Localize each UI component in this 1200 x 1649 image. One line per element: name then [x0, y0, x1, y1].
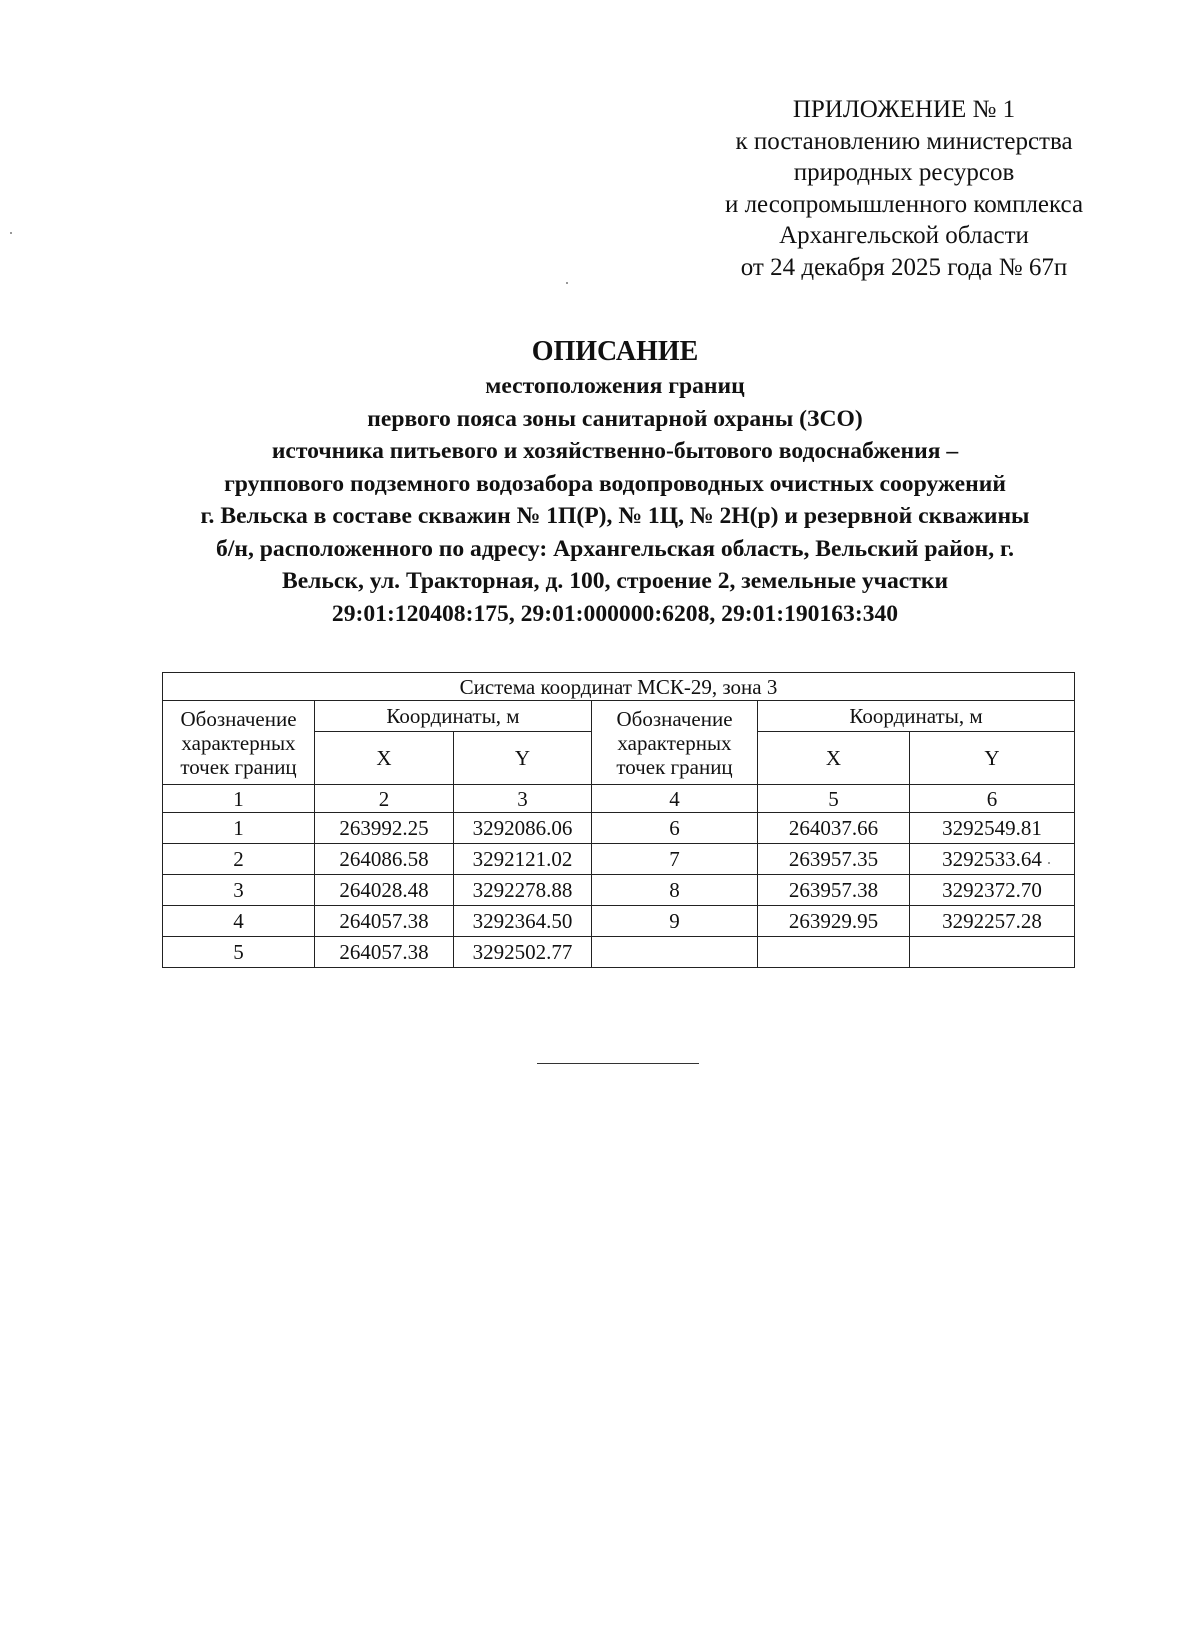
y-coordinate: 3292278.88: [454, 875, 592, 906]
y-coordinate: 3292121.02: [454, 844, 592, 875]
column-number: 1: [163, 785, 315, 813]
x-coordinate: 264057.38: [315, 937, 454, 968]
appendix-number: ПРИЛОЖЕНИЕ № 1: [792, 96, 1016, 123]
point-number: 9: [592, 906, 758, 937]
coordinates-header: Координаты, м: [758, 701, 1075, 732]
document-title: [100, 334, 1130, 630]
appendix-header: [680, 94, 1128, 283]
column-number: 4: [592, 785, 758, 813]
x-coordinate: 264028.48: [315, 875, 454, 906]
x-coordinate: 264037.66: [758, 813, 910, 844]
title-line: источника питьевого и хозяйственно-бытового водоснабжения –: [271, 438, 959, 464]
x-coordinate: 264057.38: [315, 906, 454, 937]
title-line: группового подземного водозабора водопроводных очистных сооружений: [224, 470, 1006, 497]
y-coordinate: 3292502.77: [454, 937, 592, 968]
title-line: 29:01:120408:175, 29:01:000000:6208, 29:01:190163:340: [331, 600, 899, 627]
coordinate-system-header: Система координат МСК-29, зона 3: [163, 673, 1075, 701]
x-coordinate: 263992.25: [315, 813, 454, 844]
appendix-line: к постановлению министерства: [735, 127, 1073, 155]
title-line: местоположения границ: [485, 373, 745, 399]
point-number: 5: [163, 937, 315, 968]
table-row: [163, 813, 1075, 844]
designation-header: [592, 701, 758, 785]
coordinates-table: [162, 672, 1075, 968]
designation-header-line: Обозначение: [616, 706, 733, 731]
column-number: 3: [454, 785, 592, 813]
point-number: 8: [592, 875, 758, 906]
column-number-row: [163, 785, 1075, 813]
designation-header-line: Обозначение: [180, 706, 297, 731]
y-coordinate: 3292533.64: [910, 844, 1075, 875]
point-number: 7: [592, 844, 758, 875]
appendix-date: от 24 декабря 2025 года № 67п: [740, 253, 1068, 281]
table-row: [163, 844, 1075, 875]
column-number: 2: [315, 785, 454, 813]
scan-speck: [10, 232, 12, 234]
title-line: г. Вельска в составе скважин № 1П(Р), № 1Ц, № 2Н(р) и резервной скважины: [200, 503, 1030, 529]
point-number: 4: [163, 906, 315, 937]
x-coordinate: 263929.95: [758, 906, 910, 937]
y-coordinate: 3292549.81: [910, 813, 1075, 844]
designation-header-line: характерных: [181, 730, 296, 755]
x-column-header: X: [758, 732, 910, 785]
y-coordinate: 3292364.50: [454, 906, 592, 937]
scan-speck: [566, 282, 568, 284]
appendix-line: и лесопромышленного комплекса: [724, 190, 1084, 218]
x-coordinate: [758, 937, 910, 968]
x-column-header: X: [315, 732, 454, 785]
designation-header-line: точек границ: [180, 754, 297, 779]
y-column-header: Y: [454, 732, 592, 785]
point-number: 1: [163, 813, 315, 844]
y-coordinate: [910, 937, 1075, 968]
point-number: 3: [163, 875, 315, 906]
title-line: б/н, расположенного по адресу: Архангельская область, Вельский район, г.: [216, 535, 1014, 562]
designation-header-line: точек границ: [616, 754, 733, 779]
y-coordinate: 3292257.28: [910, 906, 1075, 937]
x-coordinate: 263957.35: [758, 844, 910, 875]
appendix-line: Архангельской области: [779, 222, 1029, 249]
title-main: ОПИСАНИЕ: [531, 336, 699, 367]
column-number: 5: [758, 785, 910, 813]
end-of-document-rule: [537, 1063, 699, 1064]
table-row: [163, 875, 1075, 906]
scan-speck: [1048, 862, 1050, 864]
point-number: 2: [163, 844, 315, 875]
y-coordinate: 3292086.06: [454, 813, 592, 844]
title-line: первого пояса зоны санитарной охраны (ЗСО): [367, 405, 863, 432]
designation-header-line: характерных: [617, 730, 732, 755]
table-row: [163, 937, 1075, 968]
designation-header: [163, 701, 315, 785]
column-number: 6: [910, 785, 1075, 813]
coordinates-header: Координаты, м: [315, 701, 592, 732]
table-row: [163, 906, 1075, 937]
x-coordinate: 264086.58: [315, 844, 454, 875]
title-line: Вельск, ул. Тракторная, д. 100, строение 2, земельные участки: [281, 568, 949, 594]
y-coordinate: 3292372.70: [910, 875, 1075, 906]
y-column-header: Y: [910, 732, 1075, 785]
appendix-line: природных ресурсов: [793, 159, 1015, 186]
x-coordinate: 263957.38: [758, 875, 910, 906]
point-number: 6: [592, 813, 758, 844]
point-number: [592, 937, 758, 968]
